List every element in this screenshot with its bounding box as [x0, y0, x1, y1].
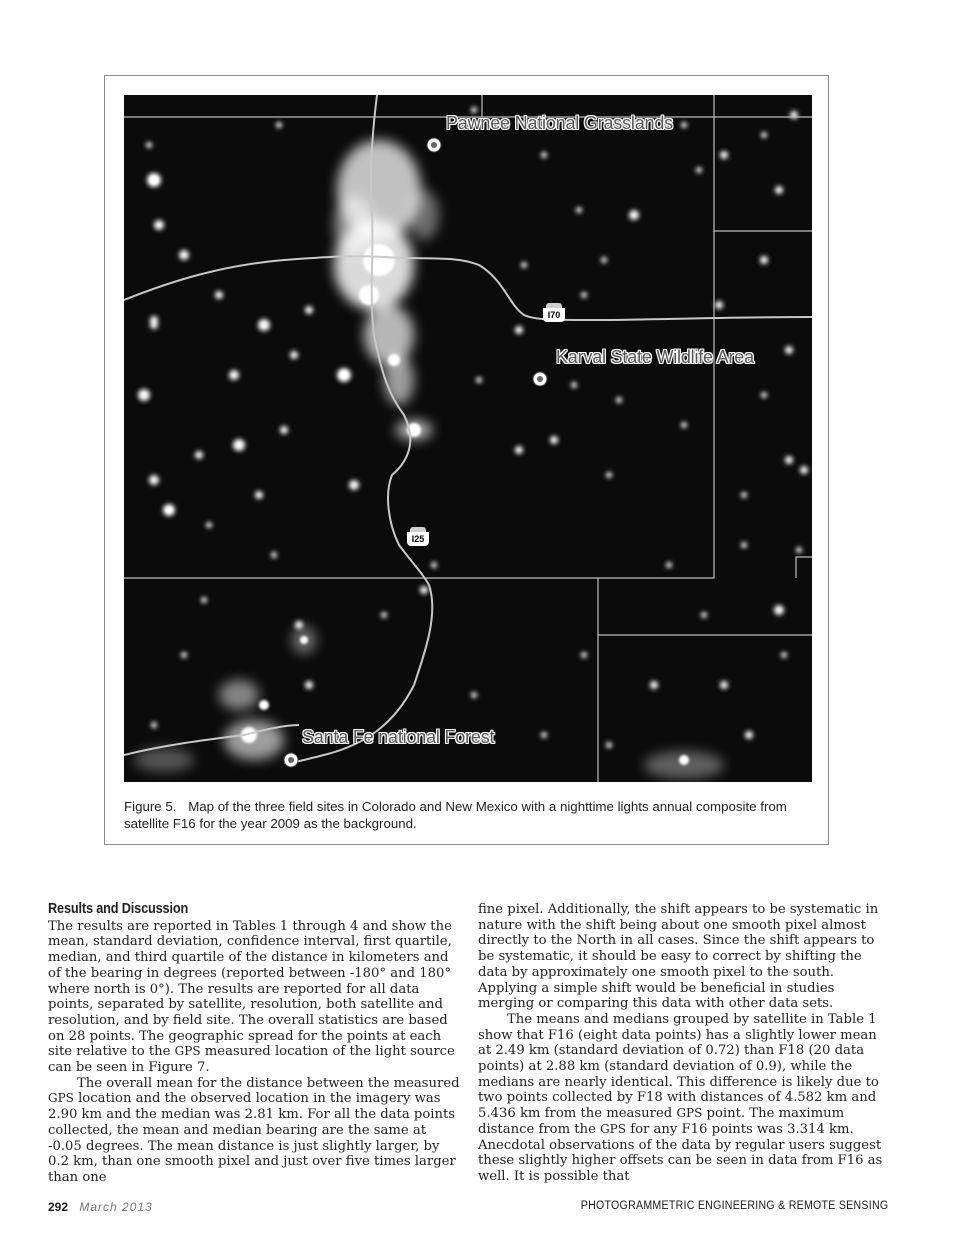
journal-name: PHOTOGRAMMETRIC ENGINEERING & REMOTE SENSING	[580, 1200, 888, 1212]
right-column	[478, 902, 890, 1185]
page-number: 292	[48, 1200, 69, 1214]
paragraph: The means and medians grouped by satellite in Table 1 show that F16 (eight data points) has a slightly lower mean at 2.49 km (standard deviation of 0.72) than F18 (20 data points) at 2.88 km (standard deviation of 0.9), while the medians are nearly identical. This difference is likely due to two points collected by F18 with distances of 4.582 km and 5.436 km from the measured GPS point. The maximum distance from the GPS for any F16 points was 3.314 km. Anecdotal observations of the data by regular users suggest these slightly higher offsets can be seen in data from F16 as well. It is possible that	[478, 1011, 883, 1184]
paragraph: fine pixel. Additionally, the shift appears to be systematic in nature with the shift being about one smooth pixel almost directly to the North in all cases. Since the shift appears to be systematic, it should be easy to correct by shifting the data by approximately one smooth pixel to the south. Applying a simple shift would be beneficial in studies merging or comparing this data with other data sets.	[478, 902, 879, 1012]
left-column	[48, 902, 460, 1186]
santa-fe-label: Santa Fe national Forest	[302, 727, 495, 747]
site-markers	[124, 95, 812, 782]
pawnee-marker-icon[interactable]	[427, 138, 441, 152]
i70-shield: I70	[543, 308, 565, 322]
figure-caption	[124, 798, 804, 832]
paragraph: The results are reported in Tables 1 through 4 and show the mean, standard deviation, confidence interval, first quartile, median, and third quartile of the distance in kilometers and of the bearing in degrees (reported between -180° and 180° where north is 0°). The results are reported for all data points, separated by satellite, resolution, both satellite and resolution, and by field site. The overall statistics are based on 28 points. The geographic spread for the points at each site relative to the GPS measured location of the light source can be seen in Figure 7.	[48, 918, 455, 1076]
i25-shield: I25	[407, 532, 429, 546]
issue-date: March 2013	[79, 1200, 153, 1214]
figure-caption-text: Map of the three field sites in Colorado and New Mexico with a nighttime lights annual composite from satellite F16 for the year 2009 as the background.	[124, 799, 787, 831]
nighttime-lights-map	[124, 95, 812, 782]
karval-label: Karval State Wildlife Area	[556, 347, 754, 367]
figure-number: Figure 5.	[124, 799, 177, 814]
santa-fe-marker-icon[interactable]	[284, 753, 298, 767]
karval-marker-icon[interactable]	[533, 372, 547, 386]
paragraph: The overall mean for the distance between the measured GPS location and the observed location in the imagery was 2.90 km and the median was 2.81 km. For all the data points collected, the mean and median bearing are the same at -0.05 degrees. The mean distance is just slightly larger, by 0.2 km, than one smooth pixel and just over five times larger than one	[48, 1075, 460, 1185]
pawnee-label: Pawnee National Grasslands	[446, 113, 673, 133]
page-footer-left	[48, 1200, 153, 1214]
section-heading: Results and Discussion	[48, 901, 189, 917]
